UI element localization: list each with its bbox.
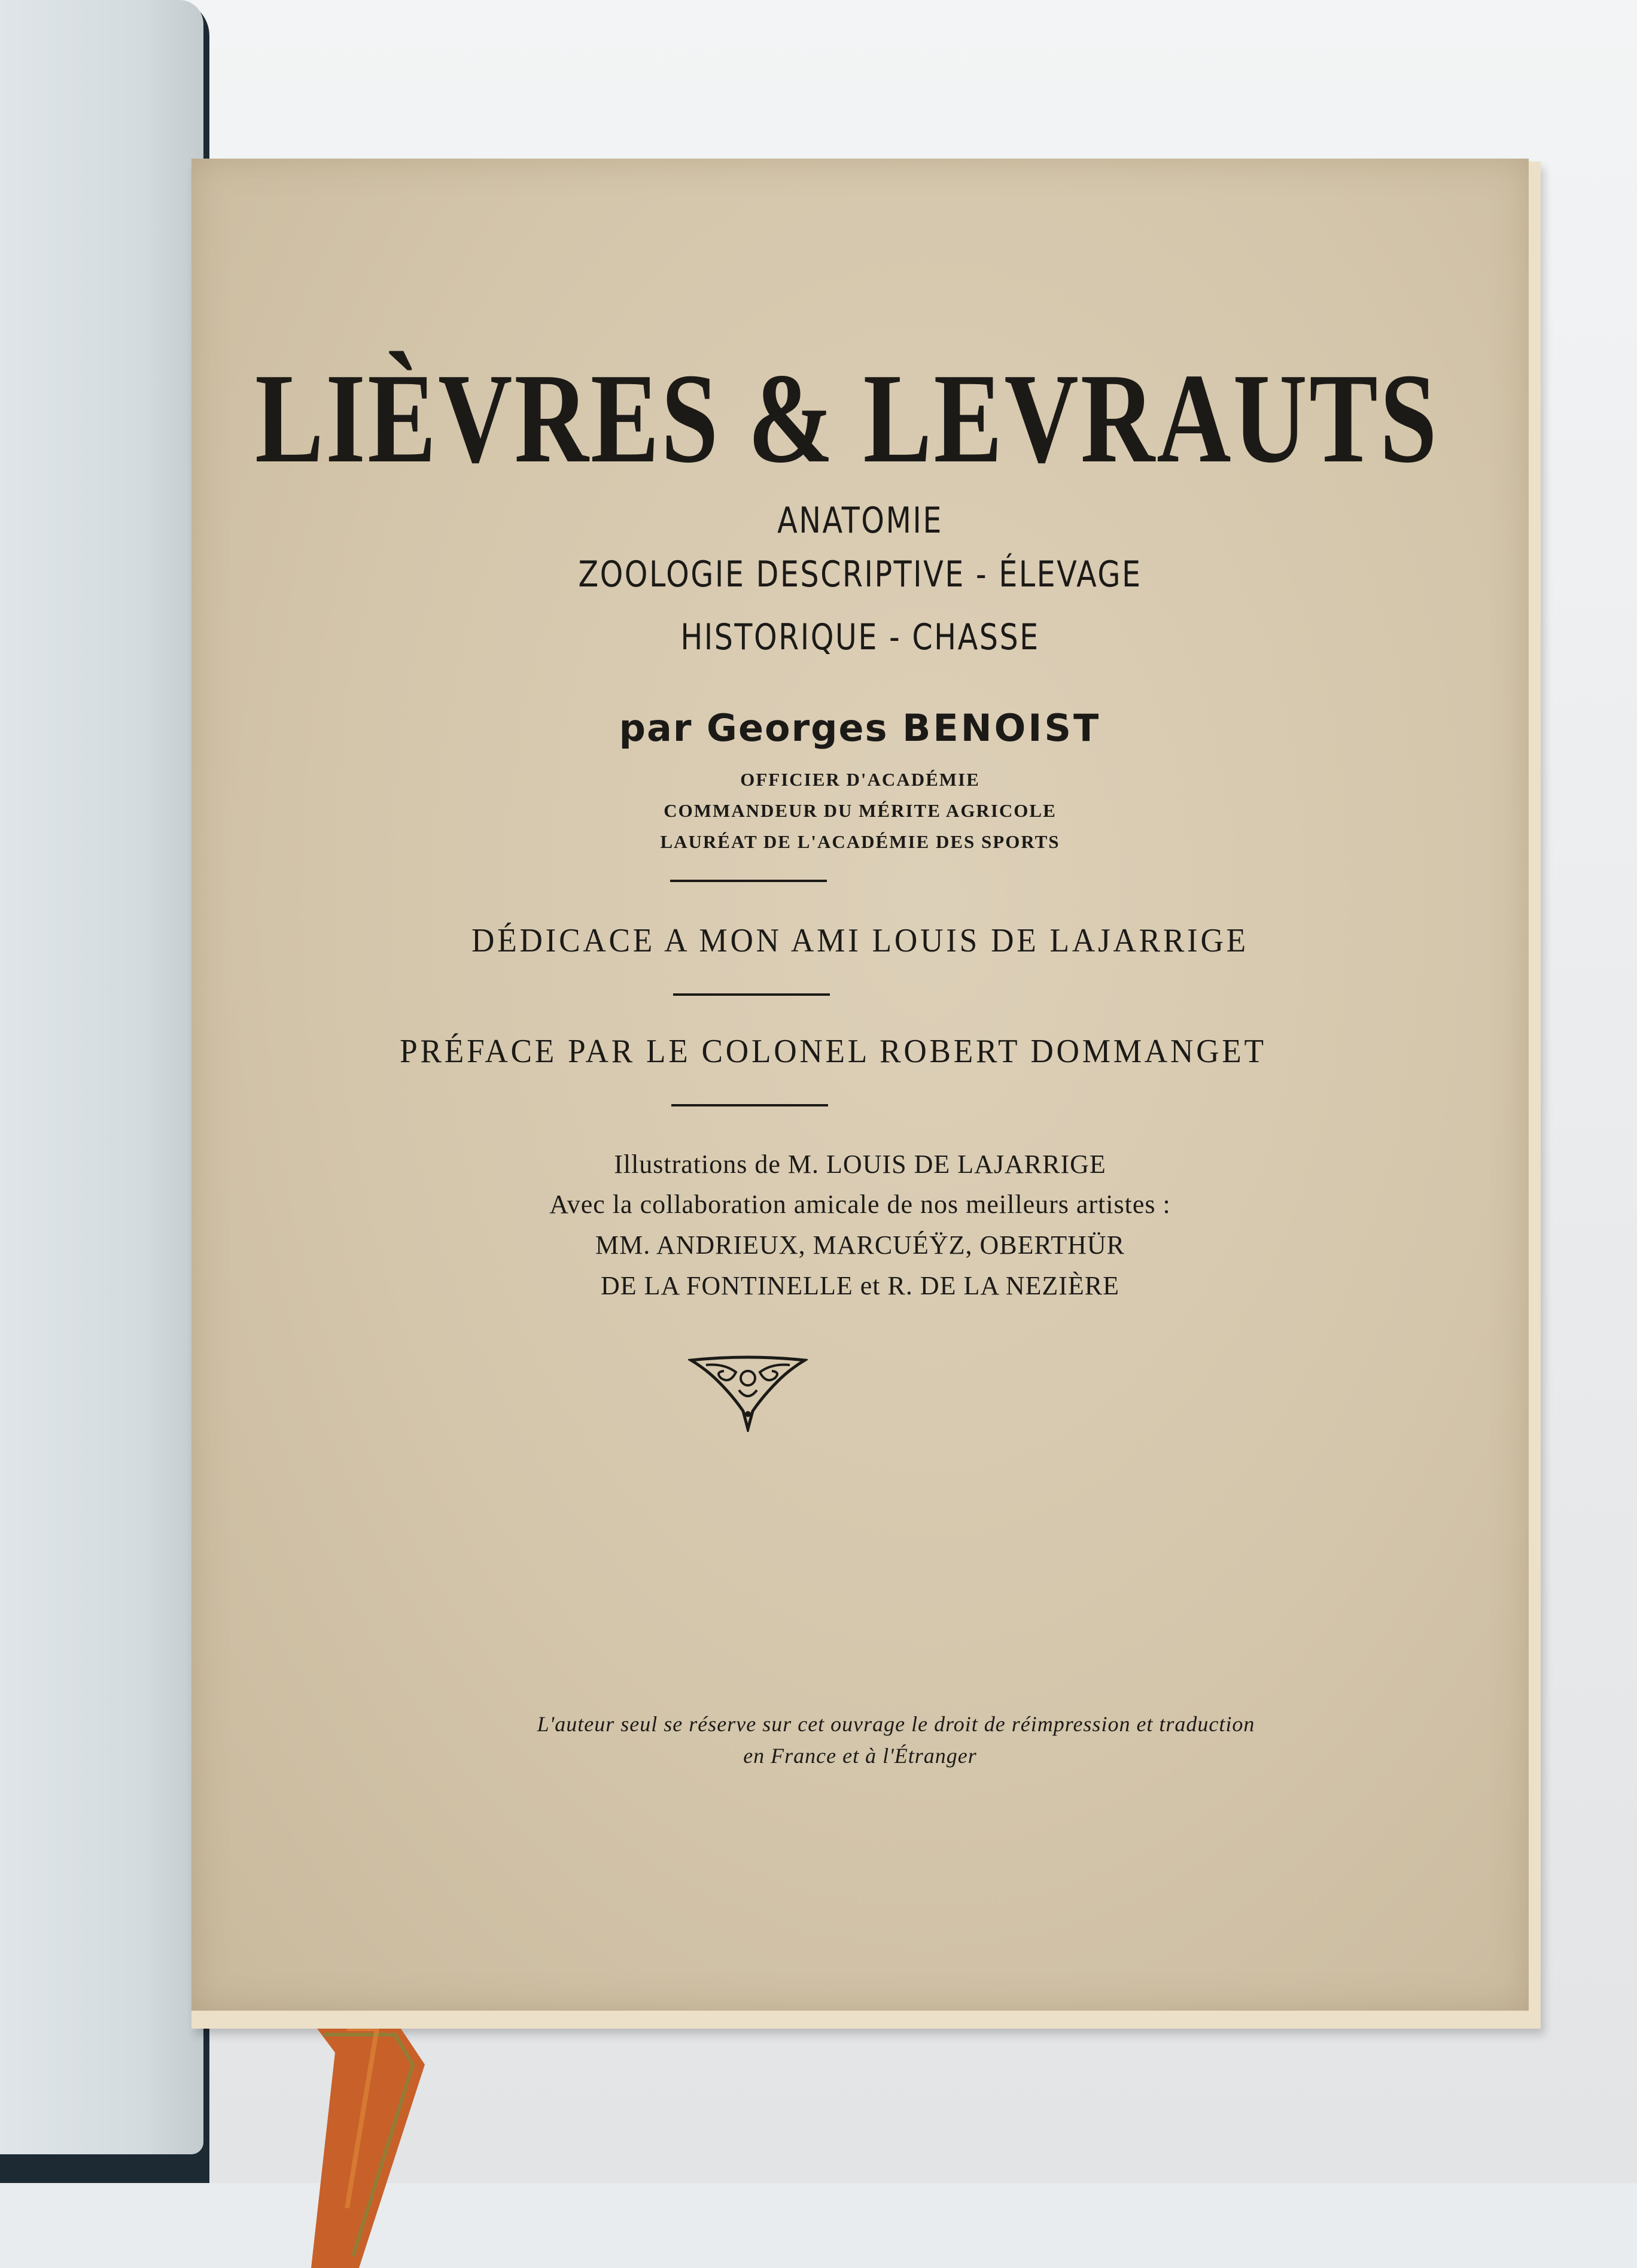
author-distinction: LAURÉAT DE L'ACADÉMIE DES SPORTS: [660, 831, 1060, 852]
author-line: [191, 706, 1529, 750]
subject-line: ZOOLOGIE DESCRIPTIVE - ÉLEVAGE: [578, 554, 1142, 595]
credits-line: DE LA FONTINELLE et R. DE LA NEZIÈRE: [601, 1271, 1119, 1300]
rights-notice: L'auteur seul se réserve sur cet ouvrage le droit de réimpression et traduction: [537, 1712, 1255, 1736]
author-distinction: COMMANDEUR DU MÉRITE AGRICOLE: [664, 800, 1057, 821]
dedication-line: DÉDICACE A MON AMI LOUIS DE LAJARRIGE: [471, 922, 1249, 959]
book-title: LIÈVRES & LEVRAUTS: [255, 346, 1439, 490]
credits-line: Avec la collaboration amicale de nos meilleurs artistes :: [549, 1190, 1171, 1219]
title-page: [191, 159, 1529, 2011]
author-surname: BENOIST: [902, 706, 1102, 750]
credits-line: Illustrations de M. LOUIS DE LAJARRIGE: [614, 1150, 1106, 1179]
ribbon-bookmark: [311, 2029, 431, 2268]
credits-line: MM. ANDRIEUX, MARCUÉŸZ, OBERTHÜR: [595, 1230, 1125, 1260]
author-prefix: par Georges: [619, 706, 889, 750]
endpaper-page: [0, 0, 203, 2154]
rights-notice: en France et à l'Étranger: [743, 1744, 977, 1768]
author-distinction: OFFICIER D'ACADÉMIE: [740, 769, 980, 790]
preface-line: PRÉFACE PAR LE COLONEL ROBERT DOMMANGET: [400, 1033, 1267, 1070]
divider-rule: [673, 993, 830, 996]
subject-line: HISTORIQUE - CHASSE: [680, 616, 1040, 658]
ornament-icon: [688, 1354, 808, 1432]
divider-rule: [671, 1104, 828, 1106]
divider-rule: [670, 880, 827, 882]
subject-line: ANATOMIE: [777, 500, 943, 542]
